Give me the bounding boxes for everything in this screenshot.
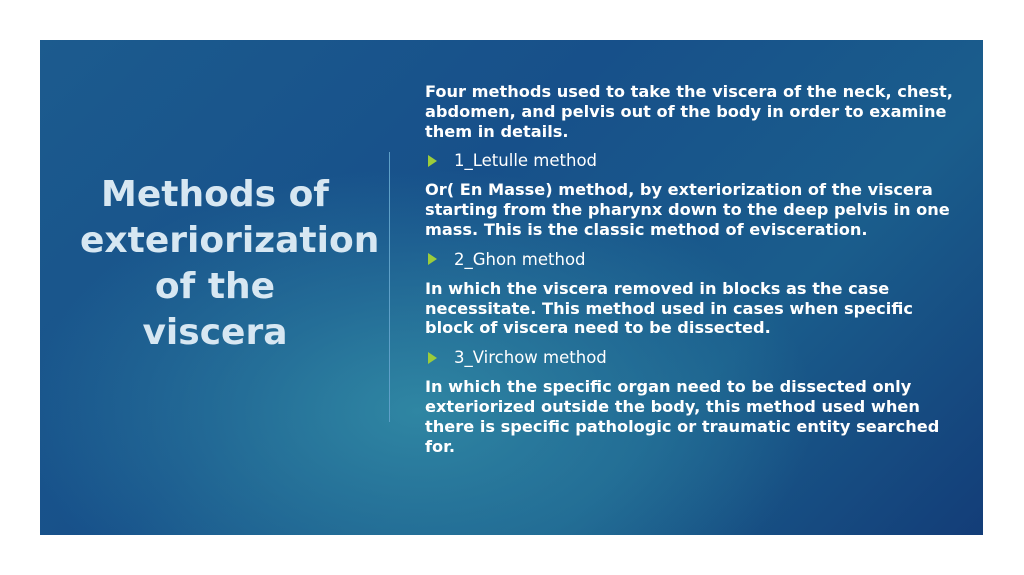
vertical-divider xyxy=(389,152,390,422)
method-description: In which the viscera removed in blocks as the case necessitate. This method used in cases when specific block of viscera need to be dissected. xyxy=(425,278,913,338)
bullet-label: 1_Letulle method xyxy=(454,151,598,171)
intro-paragraph: Four methods used to take the viscera of the neck, chest, abdomen, and pelvis out of the body in order to examine them in details. xyxy=(425,82,953,141)
bullet-item-letulle xyxy=(425,150,960,171)
triangle-bullet-icon xyxy=(428,253,437,265)
slide-title: Methods of exteriorization of the viscera xyxy=(80,174,380,353)
bullet-item-ghon xyxy=(425,249,960,270)
method-description: In which the specific organ need to be dissected only exteriorized outside the body, this method used when there is specific pathologic or traumatic entity searched for. xyxy=(425,377,940,456)
triangle-bullet-icon xyxy=(428,352,437,364)
bullet-label: 2_Ghon method xyxy=(454,249,586,269)
bullet-item-virchow xyxy=(425,347,960,368)
slide-content xyxy=(425,82,960,465)
slide xyxy=(40,40,983,535)
triangle-bullet-icon xyxy=(428,155,437,167)
bullet-label: 3_Virchow method xyxy=(454,348,607,368)
method-description: Or( En Masse) method, by exteriorization of the viscera starting from the pharynx down to the deep pelvis in one mass. This is the classic method of evisceration. xyxy=(425,180,950,239)
